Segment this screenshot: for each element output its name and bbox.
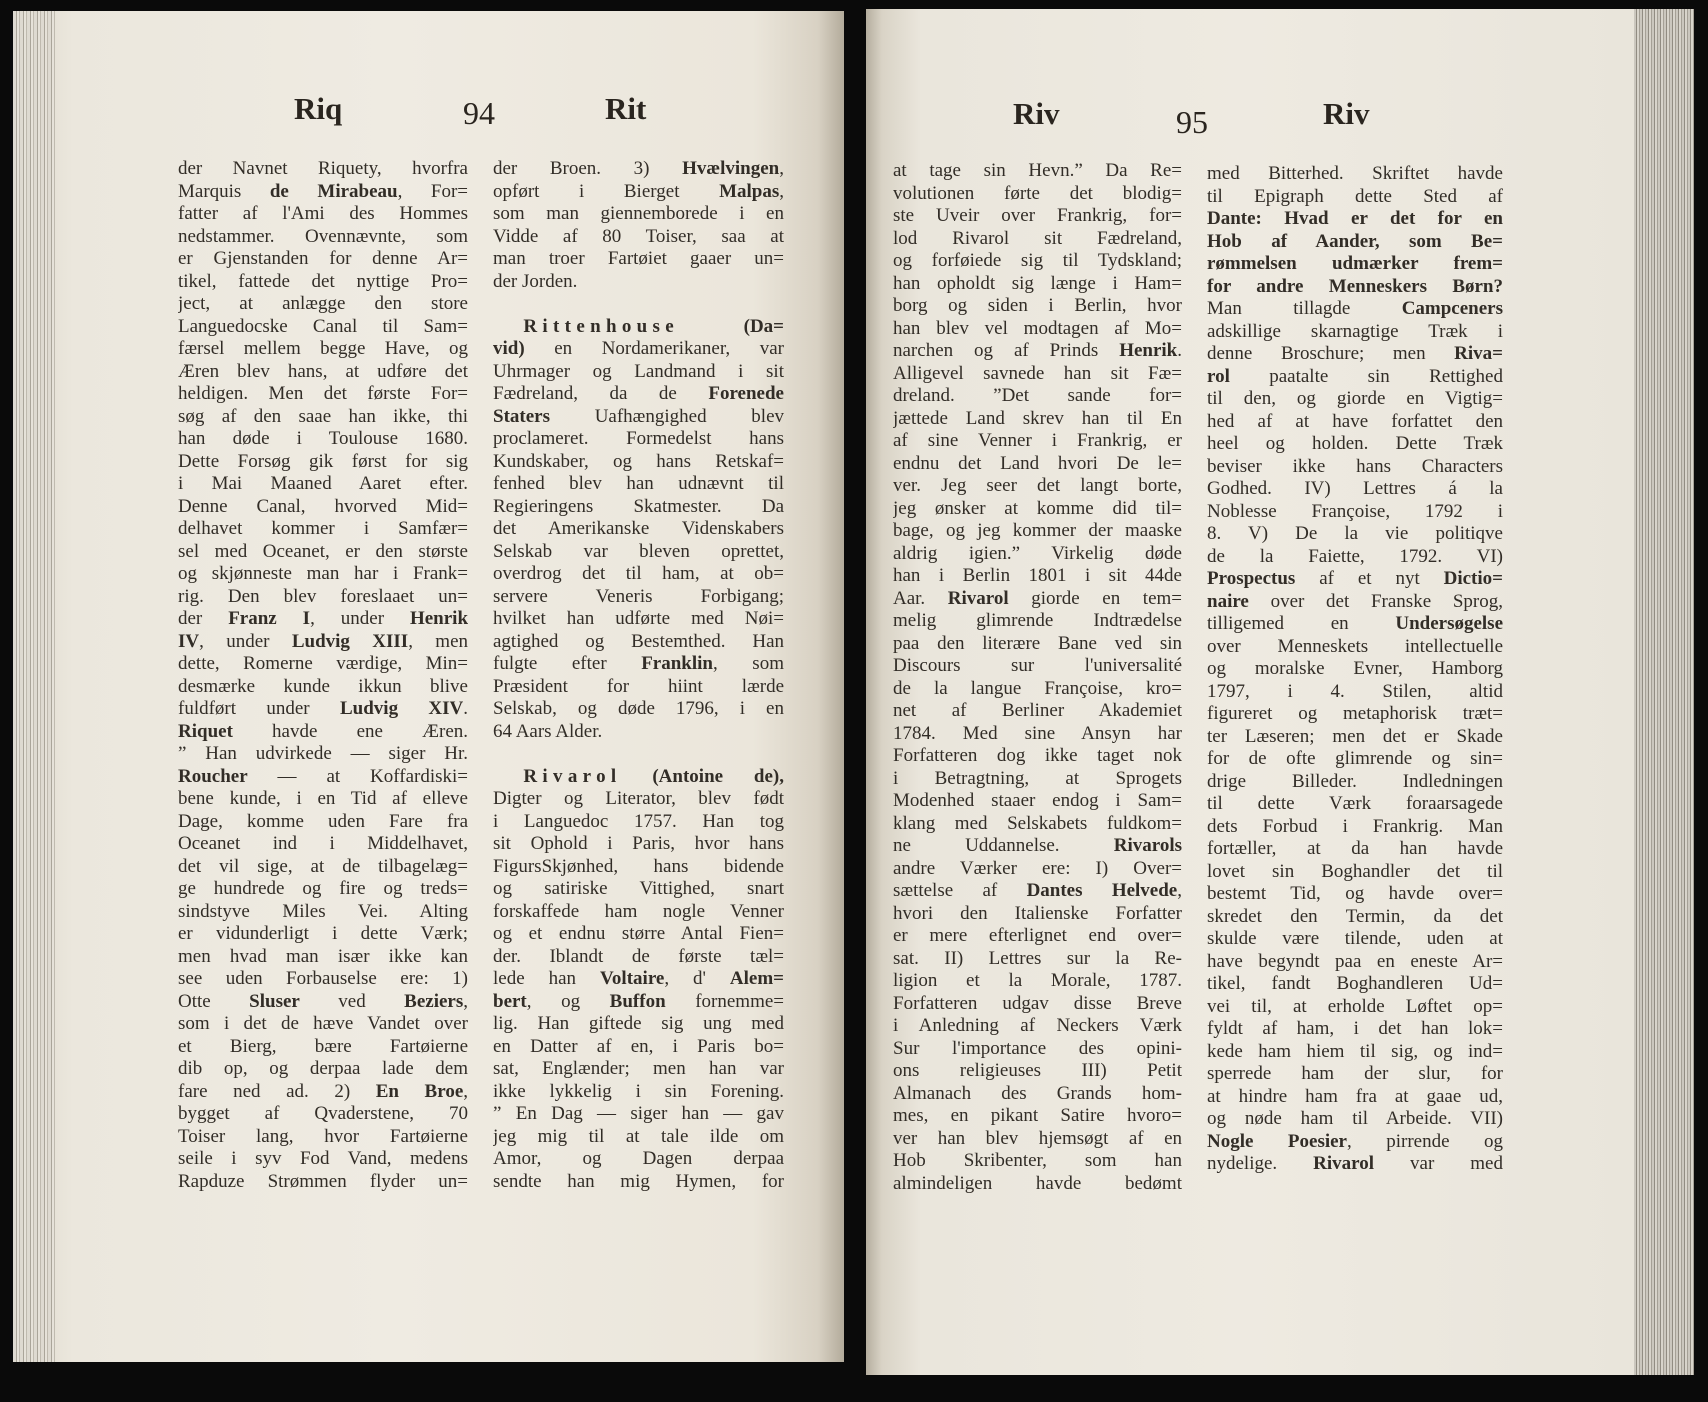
text-line: jættede Land skrev han til En [893,407,1182,429]
bold-run: Undersøgelse [1395,613,1503,634]
text-run: , men [408,630,468,652]
text-line: adskillige skarnagtige Træk i [1207,320,1503,342]
text-line [178,631,468,654]
text-line [178,1081,468,1104]
text-line: skulde være tilende, uden at [1207,928,1503,949]
text-line: vei til, at erholde Løftet op= [1207,995,1503,1017]
text-line: dreland. ”Det sande for= [893,385,1182,406]
text-run [622,766,653,787]
text-line: sit Ophold i Paris, hvor hans [493,833,784,854]
text-line: færsel mellem begge Have, og [178,338,468,359]
text-run: ne Uddannelse. [893,835,1114,856]
text-line: ” Han udvirkede — siger Hr. [178,743,468,764]
text-line: ter Læseren; men det er Skade [1207,725,1503,747]
text-line [493,383,784,406]
text-line: tikel, fandt Boghandleren Ud= [1207,973,1503,994]
text-line [178,766,468,789]
text-line: sel med Oceanet, er den største [178,540,468,562]
text-line: Forfatteren udgav disse Breve [893,992,1182,1014]
text-line: sperrede ham der slur, for [1207,1063,1503,1084]
text-line: Discours sur l'universalité [893,655,1182,676]
text-line: ge hundrede og fire og treds= [178,878,468,899]
text-run: , og [526,990,610,1012]
text-line: Alligevel savnede han sit Fæ= [893,362,1182,384]
page-edges [13,11,55,1362]
text-line: ons religieuses III) Petit [893,1060,1182,1081]
text-run: , pirrende og [1347,1130,1503,1152]
text-line: paa den literære Bane ved sin [893,632,1182,654]
text-line: det vil sige, at de tilbagelæg= [178,855,468,877]
paragraph [493,316,784,744]
text-run: fuldført under [178,698,340,719]
page-number: 95 [1176,104,1208,140]
text-line: ikke lykkelig i sin Forening. [493,1080,784,1102]
text-line: og moralske Evner, Hamborg [1207,658,1503,679]
text-line: skredet den Termin, da det [1207,905,1503,927]
text-line: Modenhed staaer endog i Sam= [893,790,1182,811]
text-line [178,181,468,204]
bold-run: Hob af Aander, som Be= [1207,230,1503,252]
text-run: lede han [493,968,600,989]
text-line: seile i syv Fod Vand, medens [178,1148,468,1169]
text-line: borg og siden i Berlin, hvor [893,295,1182,316]
text-line: dette, Romerne værdige, Min= [178,653,468,674]
right-page [866,9,1694,1375]
text-run: havde ene Æren. [232,720,468,742]
text-line [493,338,784,361]
text-line: Dage, komme uden Fare fra [178,810,468,832]
text-line: at tage sin Hevn.” Da Re= [893,160,1182,181]
text-line: volutionen førte det blodig= [893,182,1182,204]
text-line [1207,253,1503,276]
text-line: 8. V) De la vie politiqve [1207,523,1503,544]
text-run: over det Franske Sprog, [1248,590,1503,612]
text-line: og skjønneste man har i Frank= [178,563,468,584]
text-line: er mere efterlignet end over= [893,925,1182,946]
bold-run: Dantes Helvede [1026,880,1178,901]
text-run: Fædreland, da de [493,383,709,404]
text-line [178,698,468,721]
bold-run: Campceners [1401,298,1503,319]
text-line: tikel, fattede det nyttige Pro= [178,270,468,292]
text-line: bestemt Tid, og havde over= [1207,883,1503,904]
text-line [1207,343,1503,366]
bold-run: Roucher [178,765,248,787]
text-line: hvori den Italienske Forfatter [893,902,1182,924]
text-line: for de ofte glimrende og sin= [1207,748,1503,769]
text-line [493,406,784,429]
text-line [1207,231,1503,254]
text-run: paatalte sin Rettighed [1229,365,1503,387]
text-column-right [1207,163,1503,1176]
text-line [178,608,468,631]
text-line: en Datter af en, i Paris bo= [493,1035,784,1057]
paragraph [178,158,468,1193]
bold-run: (Da= [743,315,784,337]
text-line: et Bierg, bære Fartøierne [178,1035,468,1057]
spaced-heading-run: Rittenhouse [523,315,680,337]
text-line: og satiriske Vittighed, snart [493,878,784,899]
text-line: Denne Canal, hvorved Mid= [178,495,468,517]
text-line: drige Billeder. Indledningen [1207,770,1503,792]
bold-run: Franklin [641,653,714,674]
text-run: der Broen. 3) [493,158,683,179]
text-line: andre Værker ere: I) Over= [893,857,1182,879]
text-line: lovet sin Boghandler det til [1207,860,1503,882]
bold-run: rol [1207,365,1230,387]
bold-run: Alem= [729,968,784,989]
text-line: fatter af l'Ami des Hommes [178,203,468,224]
text-line [493,991,784,1014]
text-line: Uhrmager og Landmand i sit [493,360,784,382]
text-line: almindeligen havde bedømt [893,1172,1182,1194]
text-run: var med [1374,1153,1503,1174]
bold-run: bert [493,990,527,1012]
running-head-left: Riv [1013,96,1060,131]
text-line [1207,366,1503,389]
bold-run: Forenede [708,383,784,404]
text-line [893,340,1182,363]
text-line [1207,276,1503,299]
bold-run: Malpas [719,180,780,202]
text-run: . [1177,340,1182,361]
text-line: men hvad man især ikke kan [178,945,468,967]
text-line: kede ham hiem til sig, og ind= [1207,1040,1503,1062]
text-line: jeg ønsker at komme did til= [893,497,1182,519]
text-line [178,991,468,1014]
text-line: i Mai Maaned Aaret efter. [178,473,468,494]
text-line: hvilket han udførte med Nøi= [493,608,784,629]
text-line: Selskab, og døde 1796, i en [493,698,784,719]
text-line [1207,298,1503,321]
text-line [493,181,784,204]
bold-run: Ludvig XIII [291,630,409,652]
text-line: ” En Dag — siger han — gav [493,1103,784,1124]
paragraph [493,158,784,293]
text-line: Hob Skribenter, som han [893,1150,1182,1171]
text-line [493,968,784,991]
text-line [493,158,784,181]
text-run: Uafhængighed blev [549,405,784,427]
text-line: Rapduze Strømmen flyder un= [178,1170,468,1192]
text-line: klang med Selskabets fuldkom= [893,812,1182,834]
text-line: at hindre ham fra at gaae ud, [1207,1085,1503,1107]
text-line [1207,1153,1503,1176]
paragraph [893,160,1182,1195]
text-line: melig glimrende Indtrædelse [893,610,1182,631]
text-line: der Jorden. [493,270,578,292]
text-run: . [463,698,468,719]
text-line: Oceanet ind i Middelhavet, [178,833,468,854]
text-line: fortæller, at da han havde [1207,838,1503,859]
left-page [13,11,844,1362]
text-line: dets Forbud i Frankrig. Man [1207,815,1503,837]
text-line: have begyndt paa en eneste Ar= [1207,950,1503,972]
text-run: Aar. [893,587,948,609]
text-line: 1784. Med sine Ansyn har [893,722,1182,744]
text-run: , under [310,608,410,629]
text-run: ved [299,990,405,1012]
text-line: Præsident for hiint lærde [493,675,784,697]
running-head-right: Riv [1323,96,1370,131]
bold-run: En Broe [375,1080,464,1102]
text-line: Digter og Literator, blev født [493,788,784,809]
text-line: Æren blev hans, at udføre det [178,360,468,382]
text-line: Sur l'importance des opini- [893,1037,1182,1059]
text-line: ste Uveir over Frankrig, for= [893,205,1182,226]
text-run: , under [199,630,292,652]
text-line: og nøde ham til Arbeide. VII) [1207,1108,1503,1129]
bold-run: Franz I [228,608,311,629]
text-line: sat, Englænder; men han var [493,1058,784,1079]
bold-run: Nogle Poesier [1207,1130,1347,1152]
text-line: i Languedoc 1757. Han tog [493,810,784,832]
text-line: til den, og giorde en Vigtig= [1207,388,1503,409]
bold-run: Rivarol [1313,1153,1375,1174]
paragraph [1207,163,1503,1176]
page-number: 94 [463,95,495,131]
text-line: de la langue Françoise, kro= [893,677,1182,699]
bold-run: Rivarol [947,587,1009,609]
bold-run: vid) [493,338,525,359]
bold-run: Henrik [409,608,468,629]
text-line: heldigen. Men det første For= [178,383,468,404]
text-line: Forfatteren dog ikke taget nok [893,745,1182,766]
text-line [493,316,784,339]
text-line: Selskab var bleven oprettet, [493,540,784,562]
text-run: Man tillagde [1207,298,1402,319]
text-line: dib op, og derpaa lade dem [178,1058,468,1079]
text-line: Vidde af 80 Toiser, saa at [493,225,784,247]
text-line: ver han blev hjemsøgt af en [893,1127,1182,1149]
text-line: Toiser lang, hvor Fartøierne [178,1125,468,1147]
bold-run: for andre Menneskers Børn? [1207,275,1503,297]
text-line: delhavet kommer i Samfær= [178,518,468,539]
text-column-left [178,158,468,1193]
bold-run: IV [178,630,200,652]
text-run: , [779,180,784,202]
text-line: net af Berliner Akademiet [893,700,1182,721]
spaced-heading-run: Rivarol [523,765,622,787]
text-line: proclameret. Formedelst hans [493,428,784,449]
text-line: som man giennemborede i en [493,203,784,224]
text-run: , For= [397,180,468,202]
text-line: sindstyve Miles Vei. Alting [178,900,468,922]
text-line: han opholdt sig længe i Ham= [893,272,1182,294]
text-line: Regieringens Skatmester. Da [493,495,784,517]
text-line: ject, at anlægge den store [178,293,468,314]
text-run: , [779,158,784,179]
text-line: desmærke kunde ikkun blive [178,675,468,697]
bold-run: Riquet [178,720,233,742]
text-line: sendte han mig Hymen, for [493,1170,784,1192]
text-line: med Bitterhed. Skriftet havde [1207,163,1503,184]
bold-run: Rivarols [1113,835,1182,856]
bold-run: de Mirabeau [269,180,398,202]
text-run: , d' [664,968,730,989]
text-run: , som [713,653,784,674]
bold-run: Sluser [249,990,300,1012]
bold-run: Ludvig XIV [339,698,464,719]
bold-run: Prospectus [1207,568,1296,589]
text-column-left [893,160,1182,1195]
text-line: han blev vel modtagen af Mo= [893,317,1182,339]
paragraph [493,766,784,1194]
text-line [1207,568,1503,591]
text-run: , [463,1080,468,1102]
bold-run: naire [1207,590,1249,612]
text-line: Amor, og Dagen derpaa [493,1148,784,1169]
text-line: er Gjenstanden for denne Ar= [178,248,468,269]
text-line [1207,208,1503,231]
text-line: og forføiede sig til Tydskland; [893,250,1182,271]
text-run: narchen og af Prinds [893,340,1120,361]
bold-run: Riva= [1454,343,1503,364]
text-run: opført i Bierget [493,180,720,202]
text-run: af et nyt [1295,568,1444,589]
text-line: FigursSkjønhed, hans bidende [493,855,784,877]
text-line: lig. Han giftede sig ung med [493,1013,784,1034]
text-line: 1797, i 4. Stilen, altid [1207,680,1503,702]
text-run: — at Koffardiski= [247,765,468,787]
text-line: figureret og metaphorisk træt= [1207,703,1503,724]
running-head-right: Rit [605,91,647,126]
text-line: bygget af Qvaderstene, 70 [178,1103,468,1124]
text-line [893,880,1182,903]
text-line: til Epigraph dette Sted af [1207,185,1503,207]
text-line: søg af den saae han ikke, thi [178,405,468,427]
text-run: denne Broschure; men [1207,343,1455,364]
text-run: Otte [178,990,250,1012]
text-line: der Navnet Riquety, hvorfra [178,158,468,179]
text-run: , [463,990,468,1012]
text-line: til dette Værk foraarsagede [1207,793,1503,814]
text-run: fulgte efter [493,653,642,674]
text-line: det Amerikanske Videnskabers [493,518,784,539]
text-line: fyldt af ham, i det han lok= [1207,1018,1503,1039]
text-run: sættelse af [893,880,1027,901]
text-line: lod Rivarol sit Fædreland, [893,227,1182,249]
text-run: giorde en tem= [1008,587,1182,609]
text-run: , [1177,880,1182,901]
text-line: er vidunderligt i dette Værk; [178,923,468,944]
bold-run: Voltaire [599,968,665,989]
text-line [178,721,468,744]
text-line: i Anledning af Neckers Værk [893,1015,1182,1036]
text-line: man troer Fartøiet gaaer un= [493,248,784,269]
bold-run: Buffon [609,990,666,1012]
text-line: de la Faiette, 1792. VI) [1207,545,1503,567]
text-line: han døde i Toulouse 1680. [178,428,468,449]
bold-run: Dante: Hvad er det for en [1207,208,1503,229]
text-line: hed af at have forfattet den [1207,410,1503,432]
text-run: en Nordamerikaner, var [524,338,784,359]
text-line: bage, og jeg kommer der maaske [893,520,1182,541]
bold-run: rømmelsen udmærker frem= [1207,253,1503,274]
text-line: Dette Forsøg gik først for sig [178,450,468,472]
text-line: i Betragtning, at Sprogets [893,767,1182,789]
page-edges [1634,9,1694,1375]
text-line [1207,591,1503,614]
text-line: han i Berlin 1801 i sit 44de [893,565,1182,586]
text-line: Languedocske Canal til Sam= [178,315,468,337]
bold-run: Hvælvingen [682,158,780,179]
text-column-right [493,158,784,1193]
text-line: rig. Den blev foreslaaet un= [178,585,468,607]
text-line: agtighed og Bestemthed. Han [493,630,784,652]
text-line: der. Iblandt de første tæl= [493,945,784,967]
text-line [493,653,784,676]
text-line: sat. II) Lettres sur la Re- [893,947,1182,969]
text-run: fornemme= [665,990,784,1012]
bold-run: Beziers [404,990,464,1012]
text-run: Marquis [178,180,270,202]
text-line: overdrog det til ham, at ob= [493,563,784,584]
text-run: der [178,608,229,629]
text-line: ver. Jeg seer det langt borte, [893,475,1182,496]
text-line [893,588,1182,611]
text-line: jeg mig til at tale ilde om [493,1125,784,1147]
text-line: nedstammer. Ovennævnte, som [178,225,468,247]
text-line [493,766,784,789]
text-line: servere Veneris Forbigang; [493,585,784,607]
bold-run: Henrik [1119,340,1178,361]
text-line: endnu det Land hvori De le= [893,452,1182,474]
text-line: forskaffede ham nogle Venner [493,900,784,922]
text-line: see uden Forbauselse ere: 1) [178,968,468,989]
text-line: Almanach des Grands hom- [893,1082,1182,1104]
text-line: og et endnu større Antal Fien= [493,923,784,944]
text-line: af sine Venner i Frankrig, er [893,430,1182,451]
text-line: Kundskaber, og hans Retskaf= [493,450,784,472]
text-line: heel og holden. Dette Træk [1207,433,1503,454]
text-line: over Menneskets intellectuelle [1207,635,1503,657]
bold-run: (Antoine de), [652,765,784,787]
text-line: Noblesse Françoise, 1792 i [1207,500,1503,522]
text-line [1207,1131,1503,1154]
text-line: ligion et la Morale, 1787. [893,970,1182,991]
text-line: aldrig igien.” Virkelig døde [893,542,1182,564]
text-line: 64 Aars Alder. [493,720,603,742]
text-run: nydelige. [1207,1153,1314,1174]
text-run: tilligemed en [1207,613,1396,634]
text-run [679,316,744,337]
text-line: beviser ikke hans Characters [1207,455,1503,477]
text-line: som i det de hæve Vandet over [178,1013,468,1034]
running-head-left: Riq [294,91,343,126]
text-run: fare ned ad. 2) [178,1080,376,1102]
text-line: Godhed. IV) Lettres á la [1207,478,1503,499]
bold-run: Dictio= [1443,568,1503,589]
bold-run: Staters [493,405,550,427]
text-line [893,835,1182,858]
text-line: mes, en pikant Satire hvoro= [893,1105,1182,1126]
text-line: fenhed blev han udnævnt til [493,473,784,494]
text-line: bene kunde, i en Tid af elleve [178,788,468,809]
text-line [1207,613,1503,636]
